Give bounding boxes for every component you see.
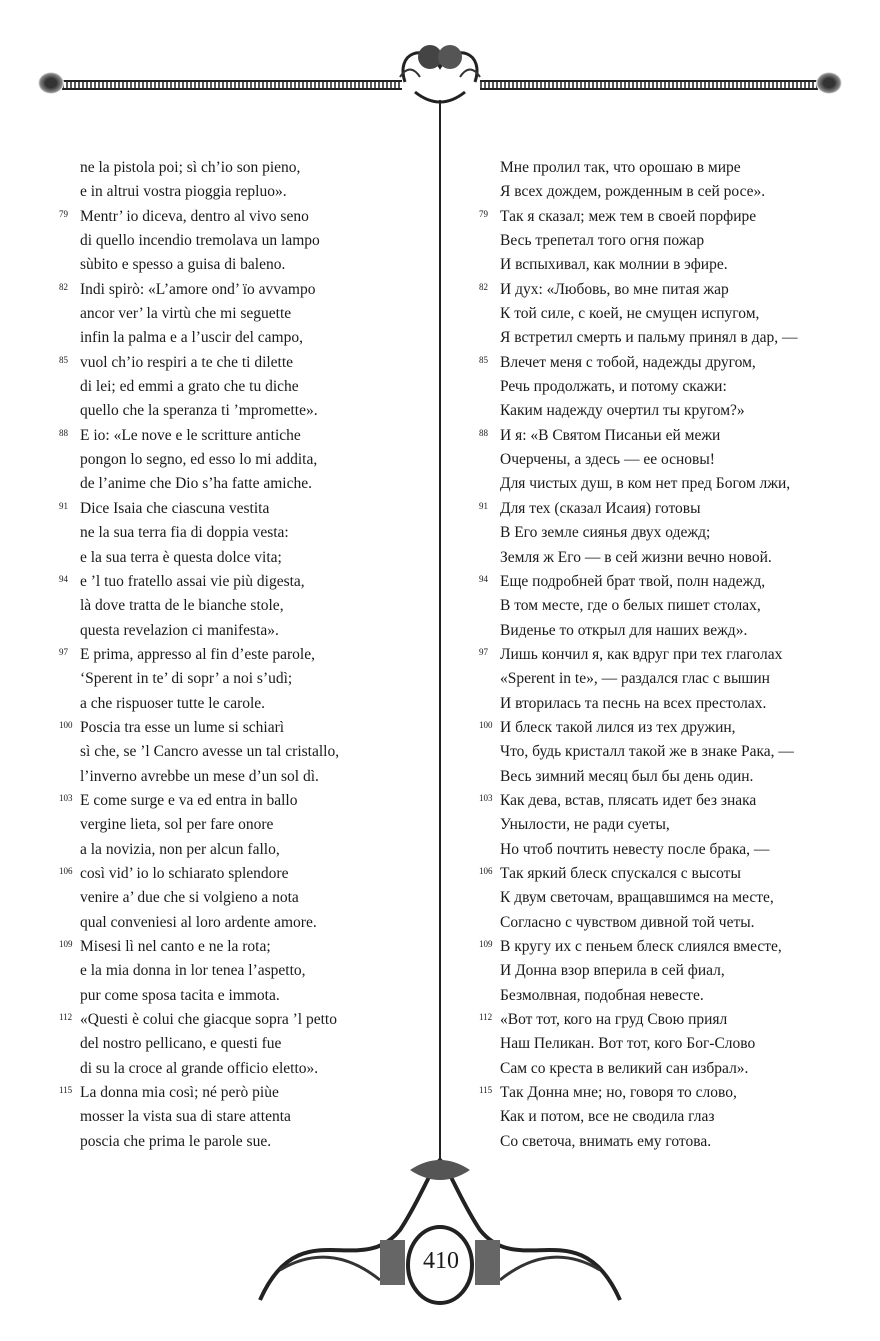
verse-line (500, 619, 840, 643)
verse-line (479, 716, 840, 740)
verse-text: Mentr’ io diceva, dentro al vivo seno (80, 207, 309, 225)
verse-line (59, 497, 430, 521)
cherub-ornament (395, 22, 485, 112)
verse-line (80, 180, 430, 204)
verse-line (59, 643, 430, 667)
verse-number: 103 (479, 792, 493, 803)
verse-text: pongon lo segno, ed esso lo mi addita, (80, 451, 318, 469)
verse-text: vuol ch’io respiri a te che ti dilette (80, 353, 294, 371)
verse-text: И вторилась та песнь на всех престолах. (500, 694, 767, 712)
verse-line (80, 838, 430, 862)
verse-line (80, 1057, 430, 1081)
verse-line (80, 326, 430, 350)
verse-line (80, 521, 430, 545)
verse-text: Лишь кончил я, как вдруг при тех глаголах (500, 645, 783, 663)
verse-number: 79 (479, 208, 488, 219)
verse-text: Очерчены, а здесь — ее основы! (500, 451, 715, 469)
verse-line (500, 1057, 840, 1081)
verse-text: В Его земле сиянья двух одежд; (500, 524, 711, 542)
verse-text: Наш Пеликан. Вот тот, кого Бог-Слово (500, 1035, 756, 1053)
verse-line (479, 1008, 840, 1032)
verse-text: così vid’ io lo schiarato splendore (80, 864, 289, 882)
verse-text: e la mia donna in lor tenea l’aspetto, (80, 962, 306, 980)
verse-number: 103 (59, 792, 73, 803)
verse-text: К той силе, с коей, не смущен испугом, (500, 305, 760, 323)
verse-line (59, 1008, 430, 1032)
verse-text: e ’l tuo fratello assai vie più digesta, (80, 572, 305, 590)
verse-text: sì che, se ’l Cancro avesse un tal cristallo, (80, 743, 340, 761)
verse-text: E prima, appresso al fin d’este parole, (80, 645, 315, 663)
verse-number: 82 (479, 281, 488, 292)
verse-number: 100 (59, 719, 73, 730)
verse-number: 106 (479, 865, 493, 876)
verse-text: mosser la vista sua di stare attenta (80, 1108, 291, 1126)
verse-line (500, 1032, 840, 1056)
verse-line (80, 375, 430, 399)
verse-text: ‘Sperent in te’ di sopr’ a noi s’udì; (80, 670, 293, 688)
verse-line (59, 570, 430, 594)
verse-line (80, 959, 430, 983)
verse-text: ne la pistola poi; sì ch’io son pieno, (80, 159, 301, 176)
verse-text: Что, будь кристалл такой же в знаке Рака, — (500, 743, 794, 761)
verse-text: questa revelazion ci manifesta». (80, 621, 279, 639)
column-divider (439, 100, 441, 1165)
verse-text: Indi spirò: «L’amore ond’ ïo avvampo (80, 280, 316, 298)
verse-text: И блеск такой лился из тех дружин, (500, 718, 736, 736)
verse-text: Для чистых душ, в ком нет пред Богом лжи, (500, 475, 791, 493)
verse-text: l’inverno avrebbe un mese d’un sol dì. (80, 767, 319, 785)
verse-text: di lei; ed emmi a grato che tu diche (80, 378, 299, 396)
verse-line (80, 472, 430, 496)
verse-text: Земля ж Его — в сей жизни вечно новой. (500, 548, 772, 566)
verse-text: pur come sposa tacita e immota. (80, 986, 280, 1004)
verse-text: Каким надежду очертил ты кругом?» (500, 402, 745, 420)
verse-line (80, 229, 430, 253)
page-number: 410 (423, 1248, 459, 1274)
verse-line (500, 813, 840, 837)
verse-text: a che rispuoser tutte le carole. (80, 694, 266, 712)
verse-number: 112 (59, 1012, 73, 1023)
verse-line (500, 1105, 840, 1129)
verse-text: «Вот тот, кого на груд Свою приял (500, 1011, 728, 1029)
verse-line (500, 765, 840, 789)
verse-text: В том месте, где о белых пишет столах, (500, 597, 761, 615)
verse-number: 88 (59, 427, 68, 438)
verse-number: 85 (479, 354, 488, 365)
verse-number: 109 (59, 939, 73, 949)
verse-text: Влечет меня с тобой, надежды другом, (500, 353, 756, 371)
verse-line (500, 886, 840, 910)
verse-number: 112 (479, 1012, 493, 1023)
verse-text: Dice Isaia che ciascuna vestita (80, 499, 270, 517)
verse-line (80, 156, 430, 180)
verse-line (59, 205, 430, 229)
verse-text: Согласно с чувством дивной той четы. (500, 913, 755, 931)
verse-text: ne la sua terra fia di doppia vesta: (80, 524, 289, 542)
verse-text: Весь трепетал того огня пожар (500, 232, 705, 250)
verse-number: 100 (479, 719, 493, 730)
verse-number: 94 (479, 573, 488, 584)
verse-text: di su la croce al grande officio eletto». (80, 1059, 319, 1077)
verse-line (500, 448, 840, 472)
verse-text: La donna mia così; né però piùe (80, 1084, 279, 1102)
verse-text: Как и потом, все не сводила глаз (500, 1108, 715, 1126)
verse-line (500, 180, 840, 204)
verse-line (80, 911, 430, 935)
verse-text: Безмолвная, подобная невесте. (500, 986, 704, 1004)
verse-line (59, 716, 430, 740)
verse-line (80, 448, 430, 472)
verse-number: 82 (59, 281, 68, 292)
verse-line (479, 643, 840, 667)
verse-text: E io: «Le nove e le scritture antiche (80, 426, 301, 444)
verse-text: «Questi è colui che giacque sopra ’l petto (80, 1011, 337, 1029)
verse-line (80, 253, 430, 277)
verse-text: «Sperent in te», — раздался глас с вышин (500, 670, 770, 688)
verse-line (59, 789, 430, 813)
verse-text: Так Донна мне; но, говоря то слово, (500, 1084, 737, 1102)
verse-line (500, 253, 840, 277)
verse-text: И Донна взор вперила в сей фиал, (500, 962, 725, 980)
italian-text-column (59, 156, 430, 1154)
verse-text: e in altrui vostra pioggia repluo». (80, 183, 287, 201)
verse-text: di quello incendio tremolava un lampo (80, 232, 320, 250)
verse-line (500, 521, 840, 545)
verse-text: là dove tratta de le bianche stole, (80, 597, 284, 615)
verse-line (500, 472, 840, 496)
verse-number: 115 (59, 1085, 73, 1096)
bottom-cartouche-ornament (240, 1150, 640, 1325)
verse-text: vergine lieta, sol per fare onore (80, 816, 274, 834)
verse-text: Со светоча, внимать ему готова. (500, 1132, 712, 1150)
verse-line (80, 765, 430, 789)
verse-number: 91 (479, 500, 488, 511)
verse-line (500, 667, 840, 691)
verse-text: Так я сказал; меж тем в своей порфире (500, 207, 757, 225)
verse-line (500, 229, 840, 253)
verse-text: E come surge e va ed entra in ballo (80, 791, 298, 809)
verse-line (59, 424, 430, 448)
verse-line (479, 351, 840, 375)
verse-number: 109 (479, 939, 493, 949)
verse-text: Но чтоб почтить невесту после брака, — (500, 840, 770, 858)
verse-number: 115 (479, 1085, 493, 1096)
verse-line (500, 911, 840, 935)
verse-line (479, 424, 840, 448)
verse-text: К двум светочам, вращавшимся на месте, (500, 889, 774, 907)
verse-line (80, 740, 430, 764)
verse-text: Еще подробней брат твой, полн надежд, (500, 572, 766, 590)
verse-text: venire a’ due che si volgieno a nota (80, 889, 299, 907)
verse-line (500, 302, 840, 326)
verse-number: 88 (479, 427, 488, 438)
verse-text: e la sua terra è questa dolce vita; (80, 548, 282, 566)
verse-text: Весь зимний месяц был бы день один. (500, 767, 754, 785)
verse-number: 106 (59, 865, 73, 876)
verse-text: Виденье то открыл для наших вежд». (500, 621, 748, 639)
verse-line (80, 399, 430, 423)
verse-line (479, 1081, 840, 1105)
verse-text: Misesi lì nel canto e ne la rota; (80, 938, 271, 955)
verse-line (479, 935, 840, 959)
verse-line (59, 278, 430, 302)
verse-line (500, 399, 840, 423)
verse-text: qual conveniesi al loro ardente amore. (80, 913, 317, 931)
verse-line (500, 156, 840, 180)
verse-text: И я: «В Святом Писаньи ей межи (500, 426, 721, 444)
verse-line (479, 862, 840, 886)
verse-text: sùbito e spesso a guisa di baleno. (80, 256, 286, 274)
verse-text: Так яркий блеск спускался с высоты (500, 864, 741, 882)
verse-text: Сам со креста в великий сан избрал». (500, 1059, 749, 1077)
verse-line (59, 351, 430, 375)
verse-line (479, 789, 840, 813)
verse-number: 85 (59, 354, 68, 365)
verse-text: Унылости, не ради суеты, (500, 816, 670, 834)
verse-number: 97 (479, 646, 488, 657)
verse-text: infin la palma e a l’uscir del campo, (80, 329, 303, 347)
verse-number: 91 (59, 500, 68, 511)
verse-text: Как дева, встав, плясать идет без знака (500, 791, 757, 809)
verse-text: В кругу их с пеньем блеск слиялся вместе, (500, 938, 782, 955)
verse-line (59, 1081, 430, 1105)
verse-line (80, 546, 430, 570)
verse-line (80, 619, 430, 643)
verse-number: 79 (59, 208, 68, 219)
verse-text: Я всех дождем, рожденным в сей росе». (500, 183, 766, 201)
verse-line (80, 302, 430, 326)
verse-line (80, 813, 430, 837)
verse-line (500, 375, 840, 399)
verse-text: a la novizia, non per alcun fallo, (80, 840, 280, 858)
verse-line (479, 278, 840, 302)
verse-text: poscia che prima le parole sue. (80, 1132, 272, 1150)
header-rule-left (62, 80, 402, 90)
verse-number: 94 (59, 573, 68, 584)
finial-right-ornament (816, 72, 842, 94)
verse-text: Для тех (сказал Исаия) готовы (500, 499, 701, 517)
verse-line (80, 594, 430, 618)
verse-line (80, 667, 430, 691)
verse-text: Я встретил смерть и пальму принял в дар, — (500, 329, 798, 347)
verse-text: Речь продолжать, и потому скажи: (500, 378, 727, 396)
header-rule-right (480, 80, 818, 90)
verse-line (80, 1032, 430, 1056)
verse-line (80, 692, 430, 716)
verse-number: 97 (59, 646, 68, 657)
verse-line (59, 935, 430, 959)
verse-text: ancor ver’ la virtù che mi seguette (80, 305, 292, 323)
verse-line (500, 594, 840, 618)
verse-text: Poscia tra esse un lume si schiarì (80, 718, 285, 736)
verse-line (479, 570, 840, 594)
verse-line (500, 984, 840, 1008)
verse-line (500, 959, 840, 983)
verse-line (59, 862, 430, 886)
verse-line (500, 740, 840, 764)
russian-text-column (479, 156, 840, 1154)
verse-line (500, 838, 840, 862)
verse-text: И вспыхивал, как молнии в эфире. (500, 256, 728, 274)
verse-line (80, 984, 430, 1008)
verse-line (500, 692, 840, 716)
finial-left-ornament (38, 72, 64, 94)
verse-line (80, 886, 430, 910)
verse-text: И дух: «Любовь, во мне питая жар (500, 280, 729, 298)
verse-text: de l’anime che Dio s’ha fatte amiche. (80, 475, 312, 493)
verse-line (500, 546, 840, 570)
verse-line (500, 326, 840, 350)
verse-text: Мне пролил так, что орошаю в мире (500, 159, 741, 176)
verse-text: del nostro pellicano, e questi fue (80, 1035, 282, 1053)
verse-line (80, 1105, 430, 1129)
verse-text: quello che la speranza ti ’mpromette». (80, 402, 318, 420)
verse-line (479, 205, 840, 229)
verse-line (479, 497, 840, 521)
